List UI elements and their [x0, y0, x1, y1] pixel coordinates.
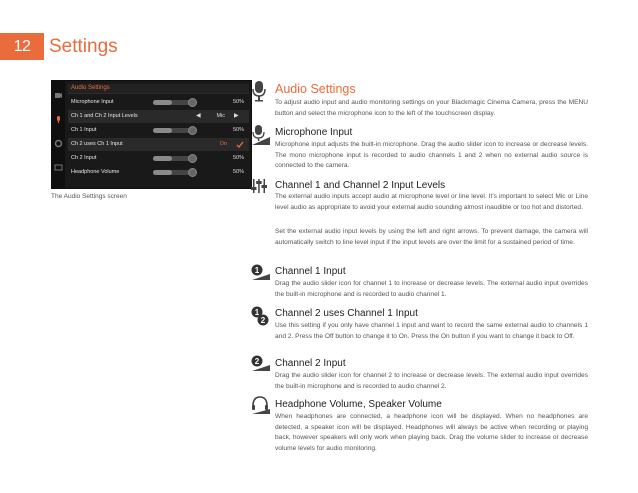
section-title: Channel 1 and Channel 2 Input Levels: [275, 180, 446, 191]
slider-knob[interactable]: [188, 154, 197, 163]
screen-header: [68, 84, 249, 94]
section-body: When headphones are connected, a headphone icon will be displayed. When no headphones are detected, a speaker icon will be displayed. Headphones will always be active when recording or playing back, however speakers will only work when playing back. Drag the volume slider to increase or decrease volume levels for audio monitoring.: [275, 413, 588, 452]
screen-row-label: Ch 2 Input: [71, 155, 97, 161]
channel-1-2-icon: [251, 306, 271, 326]
headphone-icon: [251, 396, 271, 414]
right-arrow-icon[interactable]: ▶: [234, 113, 239, 119]
level-sliders-icon: [251, 178, 267, 194]
section-body: Use this setting if you only have channel 1 input and want to record the same external audio to channels 1 and 2. Press the Off button to change it to On. Press the On button if you want to change it back to Off.: [275, 322, 588, 340]
section-title: Audio Settings: [275, 82, 356, 96]
screen-sidebar: [52, 81, 65, 188]
level-slider[interactable]: [153, 156, 191, 161]
microphone-icon: [54, 115, 63, 124]
page-title: Settings: [49, 36, 118, 57]
audio-settings-screenshot: [51, 80, 252, 189]
section-title: Channel 2 Input: [275, 358, 346, 369]
section-body: Drag the audio slider icon for channel 1 to increase or decrease levels. The external audio input overrides the built-in microphone and is recorded to audio channel 1.: [275, 280, 588, 298]
section-body: The external audio inputs accept audio at microphone level or line level. It's important to select Mic or Line level audio as appropriate to avoid your external audio sounding almost inaudible or too hot and distorted.: [275, 193, 588, 211]
camera-icon: [54, 91, 63, 100]
section-body: Microphone input adjusts the built-in microphone. Drag the audio slider icon to increase or decrease levels. The mono microphone input is recorded to audio channels 1 and 2 when no external audio source is connected to the camera.: [275, 141, 588, 169]
section-title: Channel 2 uses Channel 1 Input: [275, 308, 418, 319]
section-title: Channel 1 Input: [275, 266, 346, 277]
screen-row-input-levels[interactable]: [68, 110, 249, 123]
channel-2-icon: [251, 355, 271, 371]
gear-icon: [54, 139, 63, 148]
section-title: Microphone Input: [275, 127, 353, 138]
svg-text:1: 1: [254, 266, 260, 275]
level-slider[interactable]: [153, 100, 191, 105]
svg-text:1: 1: [254, 308, 260, 317]
screen-row-microphone-input[interactable]: [68, 96, 249, 109]
slider-fill: [153, 170, 172, 175]
section-body: Drag the audio slider icon for channel 2 to increase or decrease levels. The external audio input overrides the built-in microphone and is recorded to audio channel 2.: [275, 372, 588, 390]
screen-row-label: Headphone Volume: [71, 169, 120, 175]
screen-row-label: Ch 1 and Ch 2 Input Levels: [71, 113, 138, 119]
screen-row-label: Ch 1 Input: [71, 127, 97, 133]
screen-row-ch1-input[interactable]: [68, 124, 249, 137]
page-number: 12: [13, 38, 31, 55]
microphone-icon: [251, 80, 267, 102]
slider-fill: [153, 156, 172, 161]
screen-row-value: 50%: [232, 169, 244, 175]
level-slider[interactable]: [153, 128, 191, 133]
screen-row-value: 50%: [232, 99, 244, 105]
level-slider[interactable]: [153, 170, 191, 175]
slider-knob[interactable]: [188, 126, 197, 135]
screen-row-ch2-input[interactable]: [68, 152, 249, 165]
left-arrow-icon[interactable]: ◀: [196, 113, 201, 119]
screen-header-title: Audio Settings: [71, 85, 110, 91]
svg-text:2: 2: [254, 357, 260, 366]
screen-row-value: 50%: [232, 155, 244, 161]
slider-fill: [153, 100, 172, 105]
checkmark-icon: [236, 141, 244, 148]
screen-row-value: Mic: [216, 113, 225, 119]
svg-text:2: 2: [260, 316, 266, 325]
screen-row-headphone-volume[interactable]: [68, 166, 249, 179]
screen-row-value: 50%: [232, 127, 244, 133]
microphone-slider-icon: [251, 124, 271, 146]
section-body: To adjust audio input and audio monitoring settings on your Blackmagic Cinema Camera, press the MENU button and select the microphone icon to the left of the touchscreen display.: [275, 99, 588, 117]
screen-row-ch2-uses-ch1[interactable]: [68, 138, 249, 151]
slider-fill: [153, 128, 172, 133]
section-body-2: Set the external audio input levels by using the left and right arrows. To prevent damage, the camera will automatically switch to line level input if the input levels are over the limit for a sustained period of time.: [275, 228, 588, 246]
slider-knob[interactable]: [188, 98, 197, 107]
channel-1-icon: [251, 264, 271, 280]
display-icon: [54, 163, 63, 172]
screen-row-label: Ch 2 uses Ch 1 Input: [71, 141, 123, 147]
screen-row-label: Microphone Input: [71, 99, 114, 105]
toggle-value[interactable]: On: [219, 141, 227, 147]
section-title: Headphone Volume, Speaker Volume: [275, 399, 442, 410]
screenshot-caption: The Audio Settings screen: [51, 193, 127, 200]
slider-knob[interactable]: [188, 168, 197, 177]
